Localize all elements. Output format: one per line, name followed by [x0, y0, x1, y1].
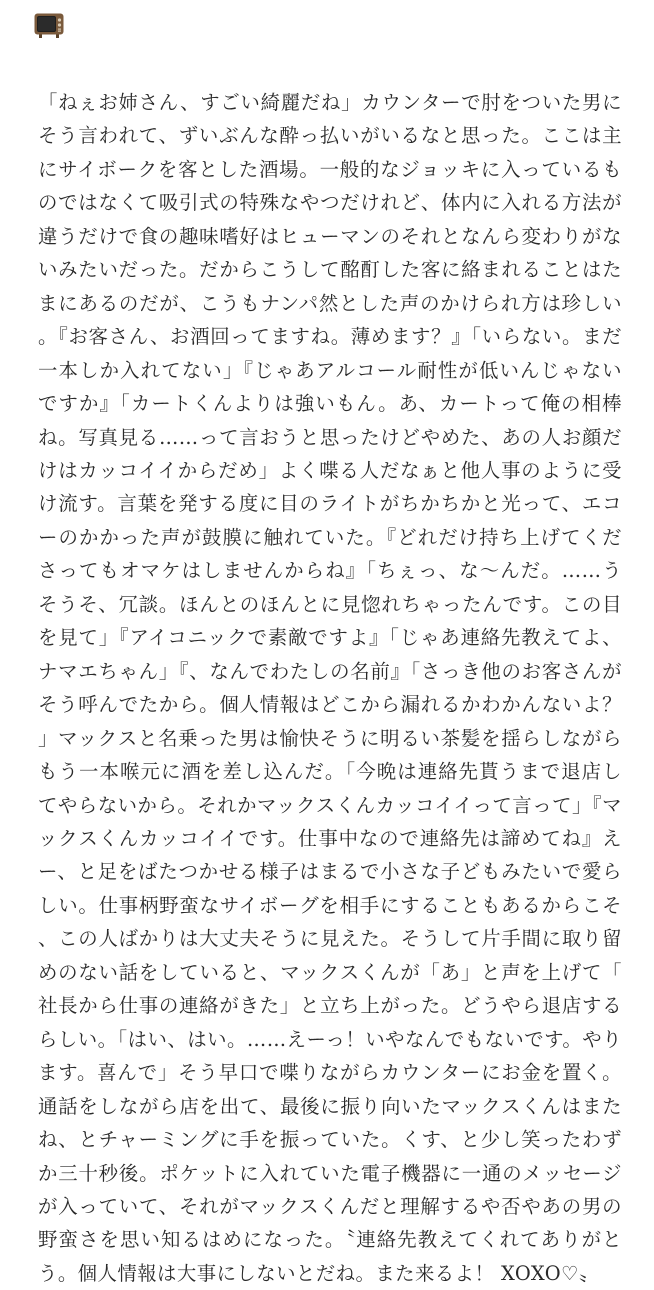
television-icon [34, 13, 64, 39]
story-text: 「ねぇお姉さん、すごい綺麗だね」カウンターで肘をついた男にそう言われて、ずいぶんな酔っ払いがいるなと思った。ここは主にサイボークを客とした酒場。一般的なジョッキに入っているものではなくて吸引式の特殊なやつだけれど、体内に入れる方法が違うだけで食の趣味嗜好はヒューマンのそれとなんら変わりがないみたいだった。だからこうして酩酊した客に絡まれることはたまにあるのだが、こうもナンパ然とした声のかけられ方は珍しい。『お客さん、お酒回ってますね。薄めます？』「いらない。まだ一本しか入れてない」『じゃあアルコール耐性が低いんじゃないですか』「カートくんよりは強いもん。あ、カートって俺の相棒ね。写真見る……って言おうと思ったけどやめた、あの人お顔だけはカッコイイからだめ」よく喋る人だなぁと他人事のように受け流す。言葉を発する度に目のライトがちかちかと光って、エコーのかかった声が鼓膜に触れていた。『どれだけ持ち上げてくださってもオマケはしませんからね』「ちぇっ、な〜んだ。……うそうそ、冗談。ほんとのほんとに見惚れちゃったんです。この目を見て」『アイコニックで素敵ですよ』「じゃあ連絡先教えてよ、ナマエちゃん」『、なんでわたしの名前』「さっき他のお客さんがそう呼んでたから。個人情報はどこから漏れるかわかんないよ？」マックスと名乗った男は愉快そうに明るい茶髪を揺らしながらもう一本喉元に酒を差し込んだ。「今晩は連絡先貰うまで退店してやらないから。それかマックスくんカッコイイって言って」『マックスくんカッコイイです。仕事中なので連絡先は諦めてね』えー、と足をばたつかせる様子はまるで小さな子どもみたいで愛らしい。仕事柄野蛮なサイボーグを相手にすることもあるからこそ、この人ばかりは大丈夫そうに見えた。そうして片手間に取り留めのない話をしていると、マックスくんが「あ」と声を上げて「社長から仕事の連絡がきた」と立ち上がった。どうやら退店するらしい。「はい、はい。……えーっ！いやなんでもないです。やります。喜んで」そう早口で喋りながらカウンターにお金を置く。通話をしながら店を出て、最後に振り向いたマックスくんはまたね、とチャーミングに手を振っていた。くす、と少し笑ったわずか三十秒後。ポケットに入れていた電子機器に一通のメッセージが入っていて、それがマックスくんだと理解するや否やあの男の野蛮さを思い知るはめになった。〝連絡先教えてくれてありがとう。個人情報は大事にしないとだね。また来るよ！ XOXO♡〟 [38, 91, 622, 1285]
